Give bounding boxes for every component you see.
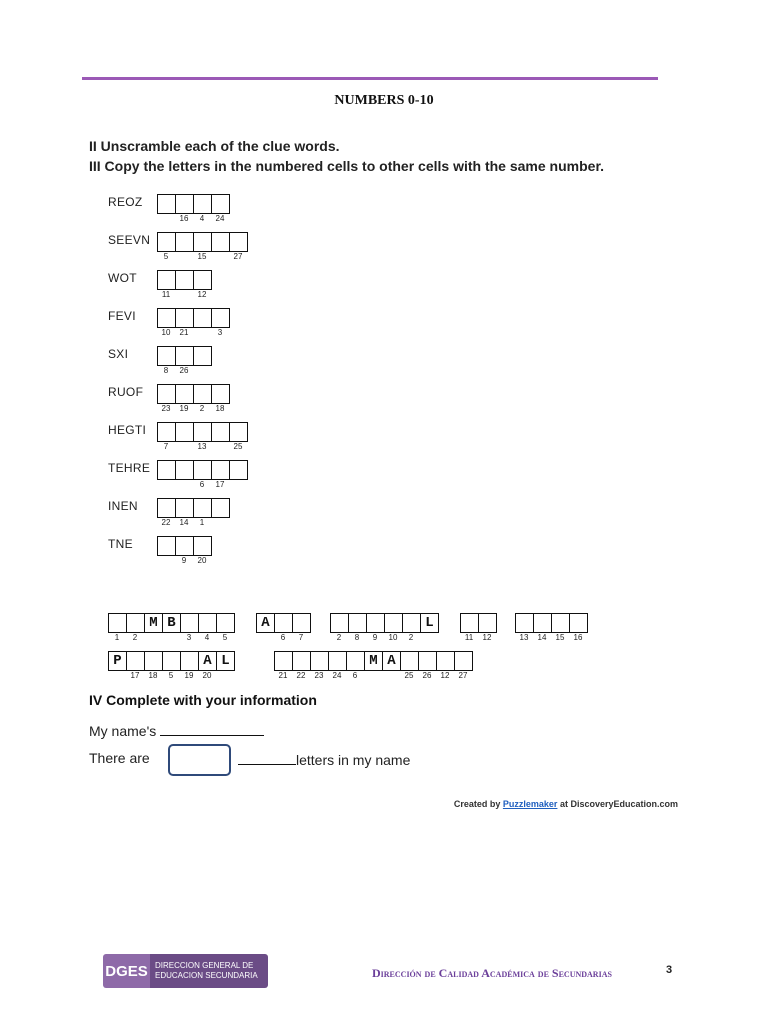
logo-line1: DIRECCION GENERAL DE xyxy=(155,961,254,970)
clue-boxes xyxy=(157,270,212,290)
cell-number: 27 xyxy=(233,252,243,261)
cell-number: 26 xyxy=(422,671,432,680)
section-heading: IV Complete with your information xyxy=(89,692,317,708)
cell-number: 19 xyxy=(179,404,189,413)
letter-cell[interactable] xyxy=(193,460,212,480)
answer-cell[interactable] xyxy=(292,613,311,633)
cell-number: 25 xyxy=(233,442,243,451)
answer-cell[interactable] xyxy=(436,651,455,671)
page-number: 3 xyxy=(666,964,673,976)
cell-number: 2 xyxy=(336,633,342,642)
letter-cell[interactable] xyxy=(175,194,194,214)
cell-number: 7 xyxy=(298,633,304,642)
cell-number: 5 xyxy=(222,633,228,642)
answer-word xyxy=(256,613,311,633)
credit-suffix: at DiscoveryEducation.com xyxy=(559,799,678,809)
credit-line xyxy=(454,799,678,809)
cell-number: 18 xyxy=(215,404,225,413)
letters-blank[interactable] xyxy=(238,750,296,765)
cell-number: 2 xyxy=(408,633,414,642)
letters-line xyxy=(89,750,150,766)
cell-number: 10 xyxy=(161,328,171,337)
answer-cell-numbers xyxy=(256,633,310,642)
answer-cell[interactable] xyxy=(400,651,419,671)
clue-boxes xyxy=(157,536,212,556)
answer-cell[interactable] xyxy=(216,613,235,633)
answer-cell[interactable] xyxy=(126,651,145,671)
cell-number: 1 xyxy=(114,633,120,642)
cell-number xyxy=(382,671,400,680)
cell-number: 12 xyxy=(197,290,207,299)
answer-cell[interactable] xyxy=(478,613,497,633)
letter-cell[interactable] xyxy=(175,536,194,556)
cell-number: 13 xyxy=(519,633,529,642)
cell-number: 22 xyxy=(161,518,171,527)
answer-cell[interactable]: L xyxy=(216,651,235,671)
clue-word: REOZ xyxy=(108,195,143,209)
clue-word: HEGTI xyxy=(108,423,147,437)
answer-cell[interactable] xyxy=(533,613,552,633)
cell-number: 12 xyxy=(482,633,492,642)
cell-number: 23 xyxy=(314,671,324,680)
letter-cell[interactable] xyxy=(157,384,176,404)
clue-word: SEEVN xyxy=(108,233,151,247)
cell-number: 3 xyxy=(217,328,223,337)
answer-cell-numbers xyxy=(515,633,587,642)
cell-number: 7 xyxy=(163,442,169,451)
cell-number xyxy=(193,366,211,375)
letter-cell[interactable] xyxy=(211,384,230,404)
clue-cell-numbers xyxy=(157,404,229,413)
clue-cell-numbers xyxy=(157,328,229,337)
clue-cell-numbers xyxy=(157,214,229,223)
cell-number xyxy=(364,671,382,680)
answer-cell[interactable] xyxy=(454,651,473,671)
cell-number: 17 xyxy=(130,671,140,680)
letter-cell[interactable] xyxy=(193,422,212,442)
answer-cell[interactable]: B xyxy=(162,613,181,633)
instruction-unscramble: II Unscramble each of the clue words. xyxy=(89,138,340,154)
letter-cell[interactable] xyxy=(229,232,248,252)
cell-number: 6 xyxy=(352,671,358,680)
clue-word: TNE xyxy=(108,537,133,551)
logo-text xyxy=(150,954,268,988)
answer-cell[interactable]: A xyxy=(198,651,217,671)
letter-cell[interactable] xyxy=(175,232,194,252)
clue-cell-numbers xyxy=(157,480,247,489)
cell-number: 1 xyxy=(199,518,205,527)
top-rule xyxy=(82,77,658,80)
answer-cell[interactable] xyxy=(108,613,127,633)
letter-cell[interactable] xyxy=(193,536,212,556)
clue-boxes xyxy=(157,194,230,214)
cell-number: 13 xyxy=(197,442,207,451)
cell-number: 14 xyxy=(179,518,189,527)
answer-word xyxy=(274,651,473,671)
puzzlemaker-link[interactable]: Puzzlemaker xyxy=(502,799,558,809)
name-prefix: My name's xyxy=(89,723,157,739)
cell-number: 9 xyxy=(181,556,187,565)
answer-cell[interactable] xyxy=(551,613,570,633)
answer-cell[interactable] xyxy=(346,651,365,671)
letter-cell[interactable] xyxy=(211,460,230,480)
name-blank[interactable] xyxy=(160,721,264,736)
answer-cell[interactable] xyxy=(402,613,421,633)
letter-cell[interactable] xyxy=(211,232,230,252)
cell-number: 24 xyxy=(215,214,225,223)
answer-cell[interactable] xyxy=(274,651,293,671)
letter-cell[interactable] xyxy=(157,194,176,214)
letter-cell[interactable] xyxy=(157,232,176,252)
page-title: NUMBERS 0-10 xyxy=(334,93,434,108)
letter-cell[interactable] xyxy=(157,422,176,442)
answer-cell[interactable] xyxy=(366,613,385,633)
cell-number xyxy=(211,518,229,527)
cell-number: 3 xyxy=(186,633,192,642)
cell-number: 8 xyxy=(354,633,360,642)
dges-logo xyxy=(103,954,268,988)
clue-cell-numbers xyxy=(157,518,229,527)
cell-number xyxy=(162,633,180,642)
letter-cell[interactable] xyxy=(175,498,194,518)
letters-prefix: There are xyxy=(89,750,150,766)
cell-number: 11 xyxy=(161,290,171,299)
answer-cell[interactable] xyxy=(144,651,163,671)
cell-number xyxy=(175,252,193,261)
answer-cell[interactable]: M xyxy=(364,651,383,671)
letter-cell[interactable] xyxy=(175,422,194,442)
cell-number: 2 xyxy=(199,404,205,413)
cell-number xyxy=(193,328,211,337)
cell-number: 19 xyxy=(184,671,194,680)
answer-cell-numbers xyxy=(274,671,472,680)
letter-cell[interactable] xyxy=(193,384,212,404)
letter-cell[interactable] xyxy=(157,498,176,518)
cell-number: 14 xyxy=(537,633,547,642)
instruction-copy: III Copy the letters in the numbered cells to other cells with the same number. xyxy=(89,158,605,174)
cell-number: 16 xyxy=(179,214,189,223)
clue-boxes xyxy=(157,308,230,328)
letter-cell[interactable] xyxy=(193,308,212,328)
clue-word: TEHRE xyxy=(108,461,151,475)
cell-number: 6 xyxy=(280,633,286,642)
answer-word xyxy=(460,613,497,633)
clue-word: SXI xyxy=(108,347,129,361)
footer-title: Dirección de Calidad Académica de Secundarias xyxy=(372,966,612,980)
answer-cell[interactable] xyxy=(330,613,349,633)
answer-cell-numbers xyxy=(460,633,496,642)
cell-number: 20 xyxy=(202,671,212,680)
logo-abbr: DGES xyxy=(103,954,150,988)
answer-cell[interactable] xyxy=(274,613,293,633)
cell-number: 12 xyxy=(440,671,450,680)
letter-count-box[interactable] xyxy=(168,744,231,776)
clue-cell-numbers xyxy=(157,556,211,565)
cell-number xyxy=(211,252,229,261)
letter-cell[interactable] xyxy=(157,270,176,290)
clue-boxes xyxy=(157,232,248,252)
cell-number xyxy=(108,671,126,680)
answer-cell[interactable] xyxy=(198,613,217,633)
logo-line2: EDUCACION SECUNDARIA xyxy=(155,971,258,980)
clue-cell-numbers xyxy=(157,442,247,451)
cell-number: 15 xyxy=(555,633,565,642)
cell-number xyxy=(157,480,175,489)
answer-cell[interactable] xyxy=(328,651,347,671)
answer-cell[interactable] xyxy=(384,613,403,633)
answer-cell[interactable] xyxy=(460,613,479,633)
cell-number xyxy=(211,442,229,451)
cell-number: 21 xyxy=(278,671,288,680)
cell-number: 5 xyxy=(168,671,174,680)
cell-number: 16 xyxy=(573,633,583,642)
letter-cell[interactable] xyxy=(229,422,248,442)
letter-cell[interactable] xyxy=(211,194,230,214)
answer-cell[interactable] xyxy=(348,613,367,633)
answer-word xyxy=(108,613,235,633)
cell-number: 21 xyxy=(179,328,189,337)
letter-cell[interactable] xyxy=(175,346,194,366)
cell-number xyxy=(175,290,193,299)
letter-cell[interactable] xyxy=(157,536,176,556)
cell-number: 22 xyxy=(296,671,306,680)
cell-number xyxy=(157,214,175,223)
answer-cell[interactable]: A xyxy=(256,613,275,633)
credit-prefix: Created by xyxy=(453,799,501,809)
cell-number xyxy=(144,633,162,642)
clue-boxes xyxy=(157,384,230,404)
cell-number: 2 xyxy=(132,633,138,642)
letter-cell[interactable] xyxy=(175,270,194,290)
letter-cell[interactable] xyxy=(193,270,212,290)
cell-number xyxy=(420,633,438,642)
clue-word: WOT xyxy=(108,271,137,285)
letter-cell[interactable] xyxy=(193,346,212,366)
cell-number xyxy=(175,480,193,489)
cell-number: 23 xyxy=(161,404,171,413)
answer-cell[interactable] xyxy=(418,651,437,671)
answer-cell-numbers xyxy=(108,671,234,680)
cell-number xyxy=(216,671,234,680)
letter-cell[interactable] xyxy=(175,308,194,328)
letter-cell[interactable] xyxy=(211,422,230,442)
answer-cell[interactable]: P xyxy=(108,651,127,671)
clue-word: RUOF xyxy=(108,385,144,399)
clue-boxes xyxy=(157,346,212,366)
cell-number: 15 xyxy=(197,252,207,261)
letter-cell[interactable] xyxy=(157,460,176,480)
letters-suffix: letters in my name xyxy=(296,752,411,768)
answer-cell[interactable] xyxy=(180,613,199,633)
clue-cell-numbers xyxy=(157,252,247,261)
answer-word xyxy=(108,651,235,671)
answer-cell[interactable] xyxy=(515,613,534,633)
letter-cell[interactable] xyxy=(193,498,212,518)
letter-cell[interactable] xyxy=(193,232,212,252)
cell-number: 10 xyxy=(388,633,398,642)
answer-cell[interactable] xyxy=(126,613,145,633)
cell-number: 26 xyxy=(179,366,189,375)
cell-number: 17 xyxy=(215,480,225,489)
cell-number xyxy=(256,633,274,642)
cell-number: 24 xyxy=(332,671,342,680)
cell-number xyxy=(175,442,193,451)
letter-cell[interactable] xyxy=(175,384,194,404)
answer-cell[interactable]: L xyxy=(420,613,439,633)
cell-number: 18 xyxy=(148,671,158,680)
answer-cell[interactable] xyxy=(292,651,311,671)
name-line xyxy=(89,721,264,739)
answer-cell[interactable] xyxy=(162,651,181,671)
clue-cell-numbers xyxy=(157,366,211,375)
clue-word: FEVI xyxy=(108,309,136,323)
clue-word: INEN xyxy=(108,499,138,513)
cell-number: 11 xyxy=(464,633,474,642)
answer-cell[interactable]: A xyxy=(382,651,401,671)
cell-number: 25 xyxy=(404,671,414,680)
cell-number: 5 xyxy=(163,252,169,261)
letter-cell[interactable] xyxy=(157,346,176,366)
letter-cell[interactable] xyxy=(229,460,248,480)
clue-cell-numbers xyxy=(157,290,211,299)
answer-cell[interactable] xyxy=(180,651,199,671)
answer-cell[interactable]: M xyxy=(144,613,163,633)
answer-cell-numbers xyxy=(108,633,234,642)
cell-number: 4 xyxy=(204,633,210,642)
cell-number: 9 xyxy=(372,633,378,642)
clue-boxes xyxy=(157,498,230,518)
cell-number xyxy=(157,556,175,565)
answer-word xyxy=(330,613,439,633)
letter-cell[interactable] xyxy=(193,194,212,214)
cell-number: 4 xyxy=(199,214,205,223)
letter-cell[interactable] xyxy=(211,498,230,518)
cell-number xyxy=(229,480,247,489)
cell-number: 20 xyxy=(197,556,207,565)
cell-number: 8 xyxy=(163,366,169,375)
clue-boxes xyxy=(157,422,248,442)
answer-cell[interactable] xyxy=(310,651,329,671)
answer-cell[interactable] xyxy=(569,613,588,633)
letters-line-end xyxy=(238,750,410,768)
letter-cell[interactable] xyxy=(157,308,176,328)
cell-number: 27 xyxy=(458,671,468,680)
letter-cell[interactable] xyxy=(175,460,194,480)
letter-cell[interactable] xyxy=(211,308,230,328)
answer-cell-numbers xyxy=(330,633,438,642)
clue-boxes xyxy=(157,460,248,480)
answer-word xyxy=(515,613,588,633)
cell-number: 6 xyxy=(199,480,205,489)
